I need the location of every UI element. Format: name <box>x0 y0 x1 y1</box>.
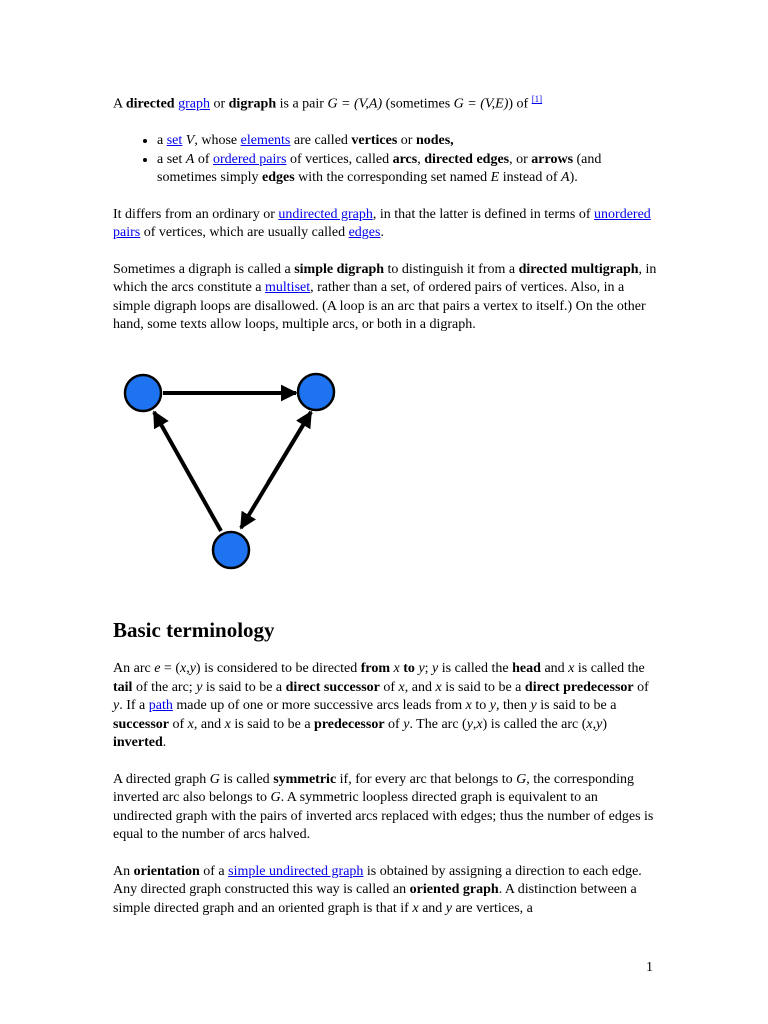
page-number: 1 <box>646 960 653 975</box>
link-set[interactable]: set <box>166 133 183 149</box>
text: . <box>162 735 167 750</box>
var: y <box>113 698 120 713</box>
var: x <box>187 716 194 732</box>
term-successor: successor <box>113 716 169 732</box>
term-directed: directed <box>125 96 175 112</box>
var: x <box>398 679 405 695</box>
link-simple-undirected-graph[interactable]: simple undirected graph <box>228 863 364 879</box>
var: y <box>418 661 425 676</box>
text: if, for every arc that belongs to <box>336 771 517 787</box>
var: x <box>412 900 419 916</box>
vertex-right <box>298 374 334 410</box>
text: is obtained by assigning a direction to each edge. Any directed graph constructed this way is called an <box>113 863 642 897</box>
section-heading: Basic terminology <box>113 618 275 642</box>
paragraph-differs <box>113 206 658 243</box>
text: , <box>472 716 477 732</box>
text: is said to be a <box>536 698 617 713</box>
digraph-figure <box>113 360 343 580</box>
text: , the corresponding inverted arc also belongs to <box>113 771 634 805</box>
text: is called <box>219 771 274 787</box>
text: ) <box>602 716 608 732</box>
text: is said to be a <box>230 716 315 732</box>
term-edges: edges <box>262 170 295 186</box>
text: , then <box>495 698 531 713</box>
text: . A distinction between a simple directed graph and an oriented graph is that if <box>113 882 637 916</box>
text: (and sometimes simply <box>157 151 602 186</box>
var: y <box>466 716 473 732</box>
var: x <box>435 679 442 695</box>
text: , <box>592 716 597 732</box>
text: An <box>113 863 134 879</box>
term-arrows: arrows <box>531 151 574 167</box>
link-path[interactable]: path <box>148 698 173 713</box>
var: x <box>586 716 593 732</box>
term-directed-edges: directed edges <box>424 151 510 167</box>
text: , in which the arcs constitute a <box>113 261 657 296</box>
text: , <box>417 151 425 167</box>
var: y <box>530 698 537 713</box>
formula-g-va: G = (V,A) <box>327 96 383 112</box>
var-e: E <box>490 170 500 186</box>
text: , whose <box>194 133 241 149</box>
term-direct-predecessor: direct predecessor <box>524 679 634 695</box>
paragraph-orientation <box>113 863 658 919</box>
var: e <box>154 661 161 676</box>
var: x <box>465 698 472 713</box>
term-digraph: digraph <box>228 96 277 112</box>
term-symmetric: symmetric <box>273 771 337 787</box>
term-vertices: vertices <box>351 133 398 149</box>
vertex-left <box>125 375 161 411</box>
text: ) is called the arc ( <box>482 716 587 732</box>
var: G <box>516 771 527 787</box>
var: y <box>445 900 453 916</box>
document-body <box>113 90 658 353</box>
text: A directed graph <box>113 771 210 787</box>
link-elements[interactable]: elements <box>240 133 291 149</box>
text: , rather than a set, of ordered pairs of vertices. Also, in a simple digraph loops are disallowed. (A loop is an arc that pairs a vertex to itself.) On the other hand, some texts allow loops, multiple arcs, or both in a digraph. <box>113 280 646 333</box>
document-body-lower <box>113 660 658 936</box>
paragraph-symmetric <box>113 771 658 845</box>
intro-text: is a pair <box>276 96 328 112</box>
intro-paragraph <box>113 90 658 114</box>
text: and <box>540 661 569 676</box>
term-directed-multigraph: directed multigraph <box>518 261 639 277</box>
text: of <box>194 151 213 167</box>
list-item <box>157 151 658 188</box>
link-graph[interactable]: graph <box>178 96 210 112</box>
text: , <box>186 661 190 676</box>
formula-g-ve: G = (V,E) <box>453 96 509 112</box>
text: to <box>471 698 490 713</box>
text: . A symmetric loopless directed graph is equivalent to an undirected graph with the pairs of inverted arcs replaced with edges; thus the number of edges is equal to the number of arcs halved. <box>113 790 654 842</box>
text: of <box>384 716 404 732</box>
var: x <box>476 716 483 732</box>
var: G <box>209 771 220 787</box>
link-edges[interactable]: edges <box>348 225 381 241</box>
var-v: V <box>185 133 195 149</box>
term-direct-successor: direct successor <box>285 679 380 695</box>
link-unordered-pairs[interactable]: unordered pairs <box>113 206 651 241</box>
term-from: from <box>360 661 391 676</box>
term-nodes: nodes, <box>415 133 454 149</box>
text: . <box>380 225 384 241</box>
text: ). <box>569 170 578 186</box>
text: , or <box>509 151 532 167</box>
term-head: head <box>512 661 541 676</box>
var: y <box>596 716 603 732</box>
text: a set <box>157 151 186 167</box>
text: , and <box>193 716 225 732</box>
text: , and <box>404 679 436 695</box>
term-arcs: arcs <box>392 151 418 167</box>
text: . The arc ( <box>409 716 467 732</box>
var: y <box>432 661 439 676</box>
var: x <box>179 661 187 676</box>
text: instead of <box>499 170 562 186</box>
text: of vertices, which are usually called <box>140 225 349 241</box>
text: ) is considered to be directed <box>195 661 361 676</box>
text: to distinguish it from a <box>384 261 519 277</box>
text: of vertices, called <box>286 151 393 167</box>
term-oriented-graph: oriented graph <box>409 882 499 897</box>
text: . If a <box>119 698 149 713</box>
text: is said to be a <box>202 679 286 695</box>
text: or <box>397 133 416 149</box>
arc-bottom-to-right <box>268 412 311 483</box>
text: made up of one or more successive arcs leads from <box>172 698 466 713</box>
text: of <box>169 716 188 732</box>
text: are vertices, a <box>452 900 533 916</box>
intro-text: ) of <box>508 96 529 112</box>
paragraph-simple-digraph <box>113 261 658 335</box>
var: y <box>196 679 203 695</box>
text: are called <box>290 133 352 149</box>
link-multiset[interactable]: multiset <box>265 280 311 296</box>
text: , in that the latter is defined in terms of <box>372 206 595 222</box>
term-inverted: inverted <box>113 735 163 750</box>
text: is called the <box>438 661 513 676</box>
text: of <box>633 679 649 695</box>
term-orientation: orientation <box>133 863 200 879</box>
definition-list <box>113 132 658 188</box>
intro-text: (sometimes <box>382 96 454 112</box>
text: Sometimes a digraph is called a <box>113 261 295 277</box>
text: ; <box>424 661 433 676</box>
var-a: A <box>185 151 195 167</box>
var: x <box>224 716 231 732</box>
var: G <box>270 790 281 805</box>
text: = ( <box>160 661 180 676</box>
var: y <box>189 661 196 676</box>
intro-text: or <box>209 96 229 112</box>
text: of a <box>199 863 229 879</box>
text: and <box>418 900 446 916</box>
intro-text: A <box>113 96 126 112</box>
link-undirected-graph[interactable]: undirected graph <box>278 206 373 222</box>
text: of the arc; <box>132 679 197 695</box>
var: x <box>568 661 575 676</box>
text: It differs from an ordinary or <box>113 206 279 222</box>
var-a: A <box>561 170 570 186</box>
reference-link-1[interactable]: [1] <box>531 94 543 104</box>
term-to: to <box>403 661 415 676</box>
var: x <box>393 661 400 676</box>
text: An arc <box>113 661 155 676</box>
list-item <box>157 132 658 151</box>
arc-bottom-to-left <box>154 412 221 531</box>
var: y <box>489 698 496 713</box>
text: with the corresponding set named <box>294 170 491 186</box>
text: a <box>157 133 167 149</box>
text: is said to be a <box>441 679 525 695</box>
paragraph-arc-terms <box>113 660 658 753</box>
term-tail: tail <box>113 679 133 695</box>
term-predecessor: predecessor <box>314 716 385 732</box>
vertex-bottom <box>213 532 249 568</box>
text: of <box>379 679 399 695</box>
term-simple-digraph: simple digraph <box>294 261 385 277</box>
text: is called the <box>574 661 645 676</box>
link-ordered-pairs[interactable]: ordered pairs <box>213 151 287 167</box>
var: y <box>403 716 410 732</box>
